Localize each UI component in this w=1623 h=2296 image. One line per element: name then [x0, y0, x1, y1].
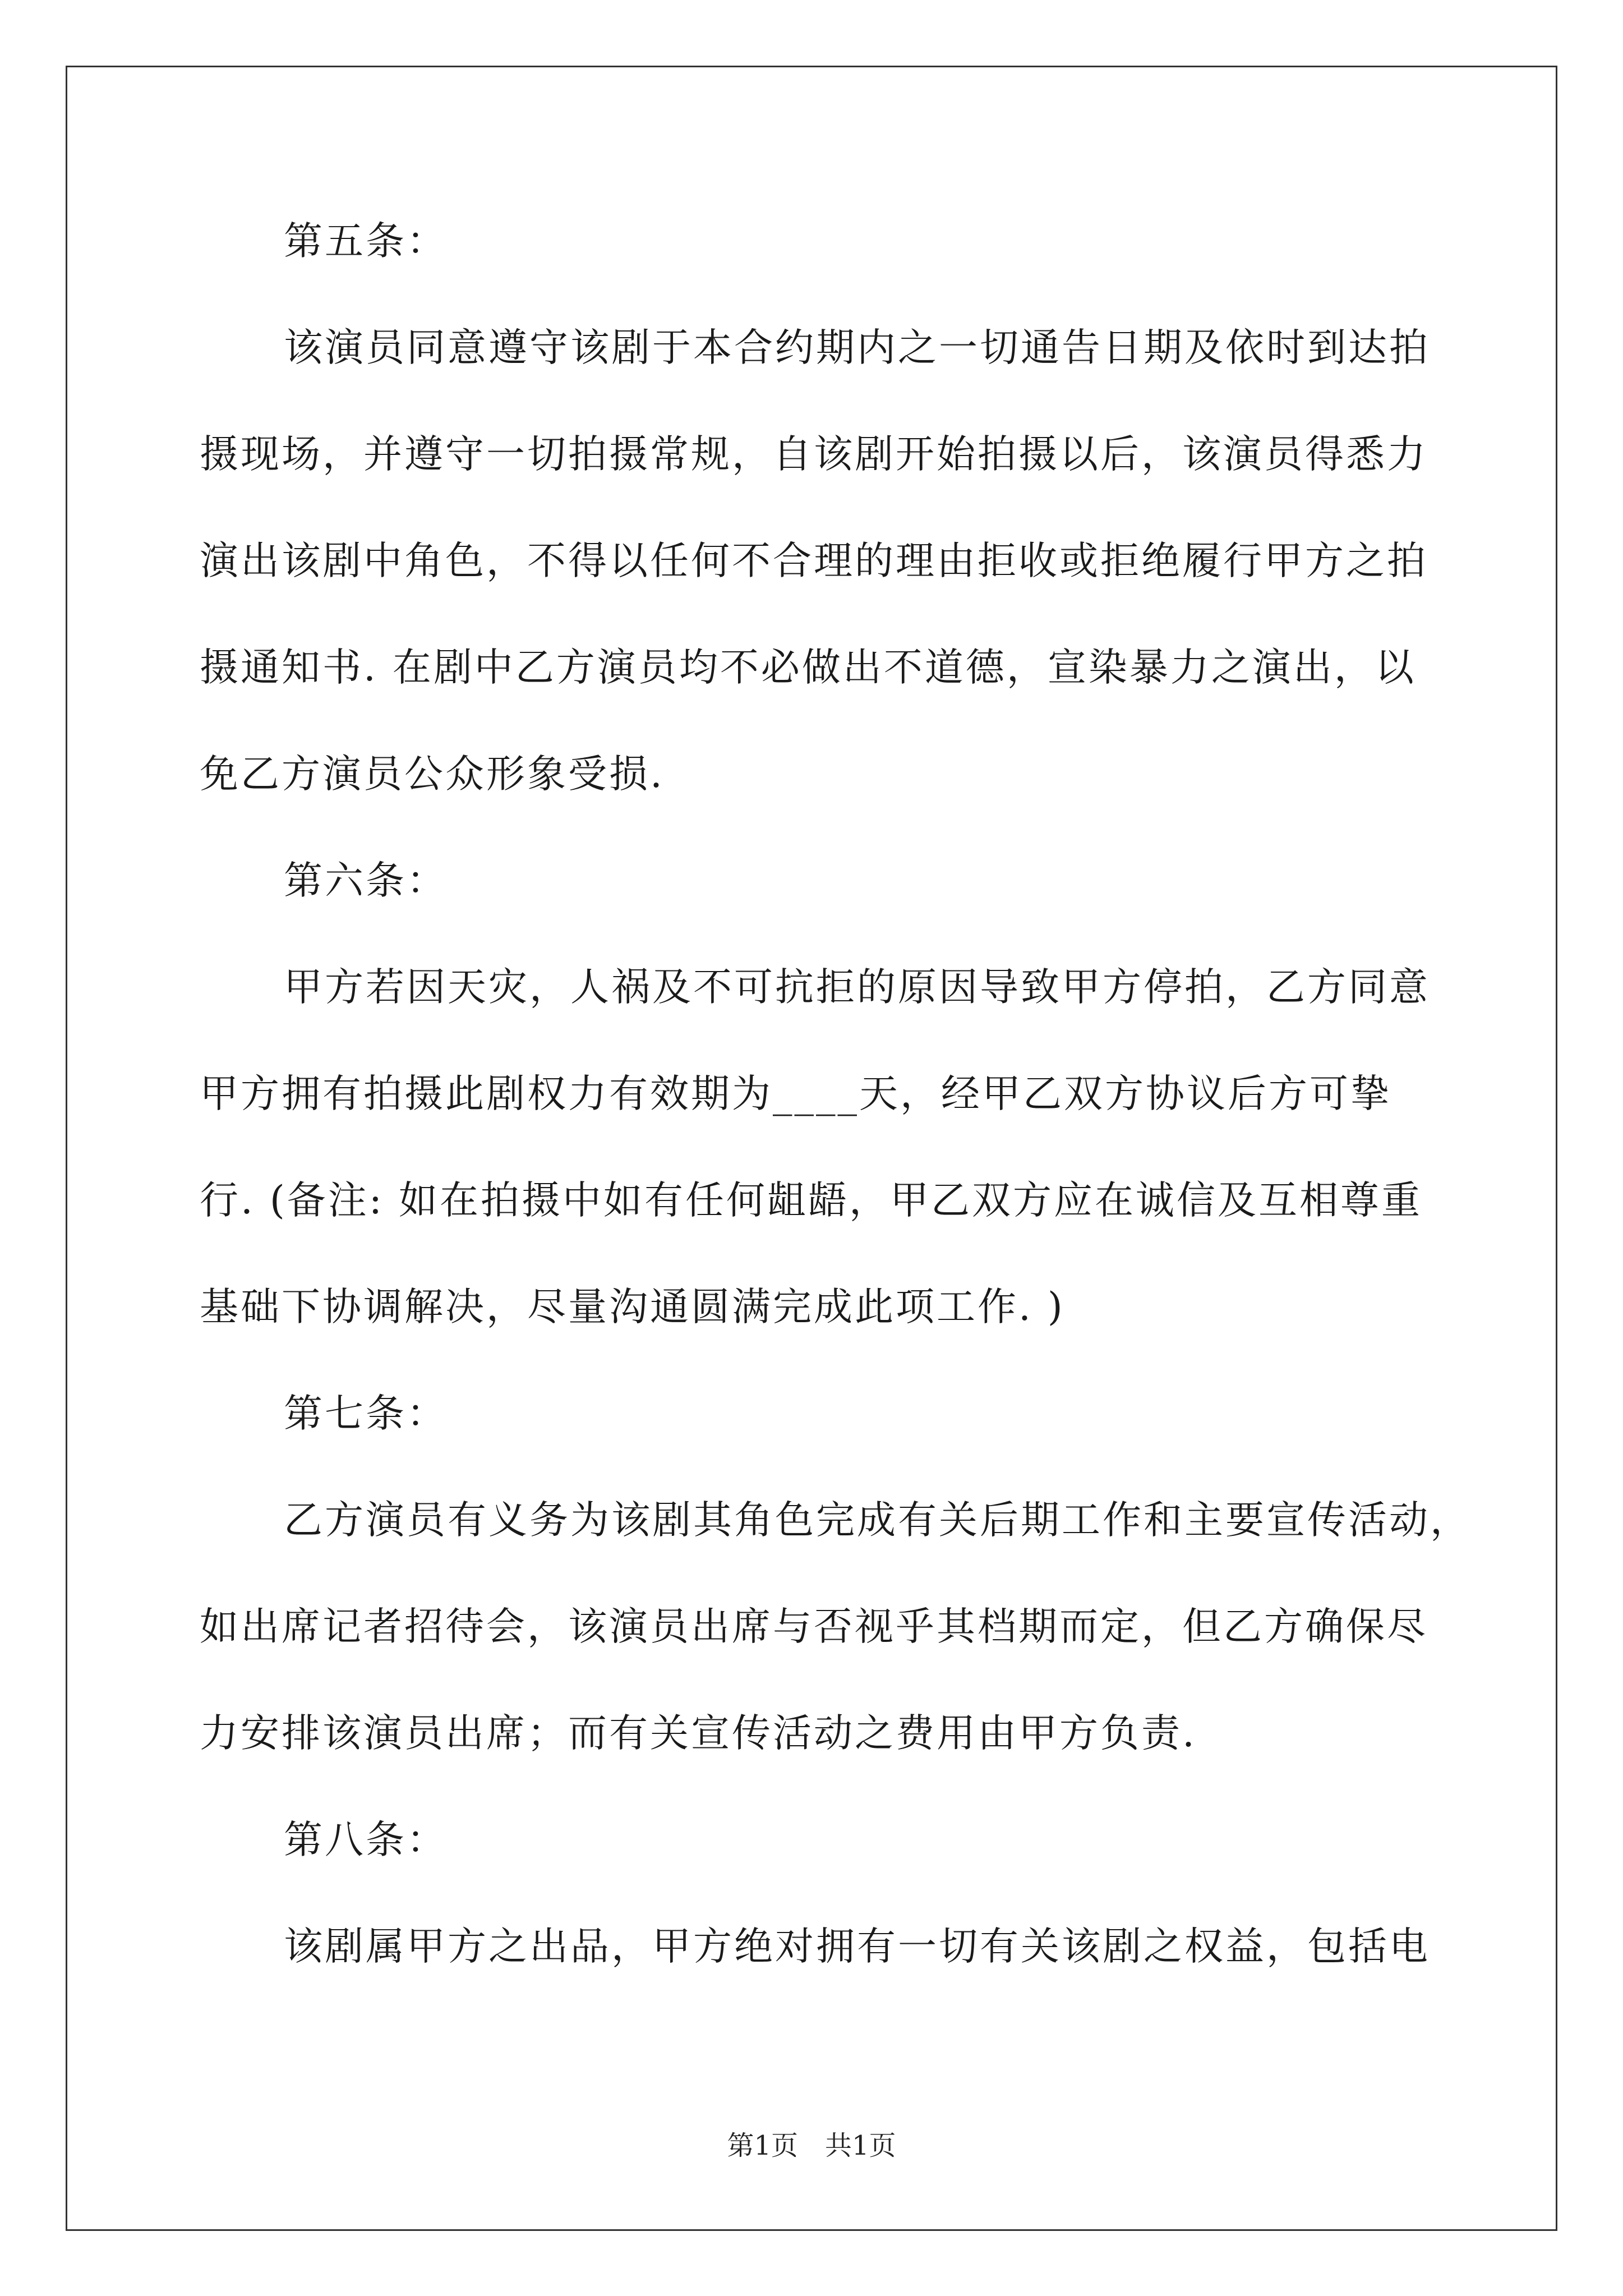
paragraph-line: 免乙方演员公众形象受损. [200, 752, 665, 797]
paragraph-line: 甲方若因天灾，人祸及不可抗拒的原因导致甲方停拍，乙方同意 [284, 965, 1430, 1010]
article-heading-6: 第六条： [284, 858, 448, 903]
paragraph-line: 该演员同意遵守该剧于本合约期内之一切通告日期及依时到达拍 [284, 325, 1430, 370]
paragraph-line: 该剧属甲方之出品，甲方绝对拥有一切有关该剧之权益，包括电 [284, 1924, 1430, 1969]
paragraph-line: 演出该剧中角色，不得以任何不合理的理由拒收或拒绝履行甲方之拍 [200, 539, 1428, 583]
article-heading-8: 第八条： [284, 1818, 448, 1862]
page-footer: 第1页 共1页 [727, 2130, 896, 2161]
paragraph-line: 乙方演员有义务为该剧其角色完成有关后期工作和主要宣传活动， [284, 1498, 1471, 1543]
paragraph-line: 力安排该演员出席；而有关宣传活动之费用由甲方负责. [200, 1711, 1197, 1756]
paragraph-line: 摄现场，并遵守一切拍摄常规，自该剧开始拍摄以后，该演员得悉力 [200, 432, 1428, 477]
article-heading-5: 第五条： [284, 219, 448, 264]
paragraph-line: 基础下协调解决，尽量沟通圆满完成此项工作. ) [200, 1285, 1065, 1329]
paragraph-line: 行. (备注: 如在拍摄中如有任何龃龉，甲乙双方应在诚信及互相尊重 [200, 1178, 1422, 1223]
paragraph-line: 如出席记者招待会，该演员出席与否视乎其档期而定，但乙方确保尽 [200, 1604, 1428, 1649]
paragraph-line: 摄通知书. 在剧中乙方演员均不必做出不道德，宣染暴力之演出，以 [200, 645, 1416, 690]
article-heading-7: 第七条： [284, 1391, 448, 1436]
paragraph-line: 甲方拥有拍摄此剧权力有效期为____天，经甲乙双方协议后方可挚 [200, 1071, 1391, 1116]
document-body [200, 213, 1471, 1975]
